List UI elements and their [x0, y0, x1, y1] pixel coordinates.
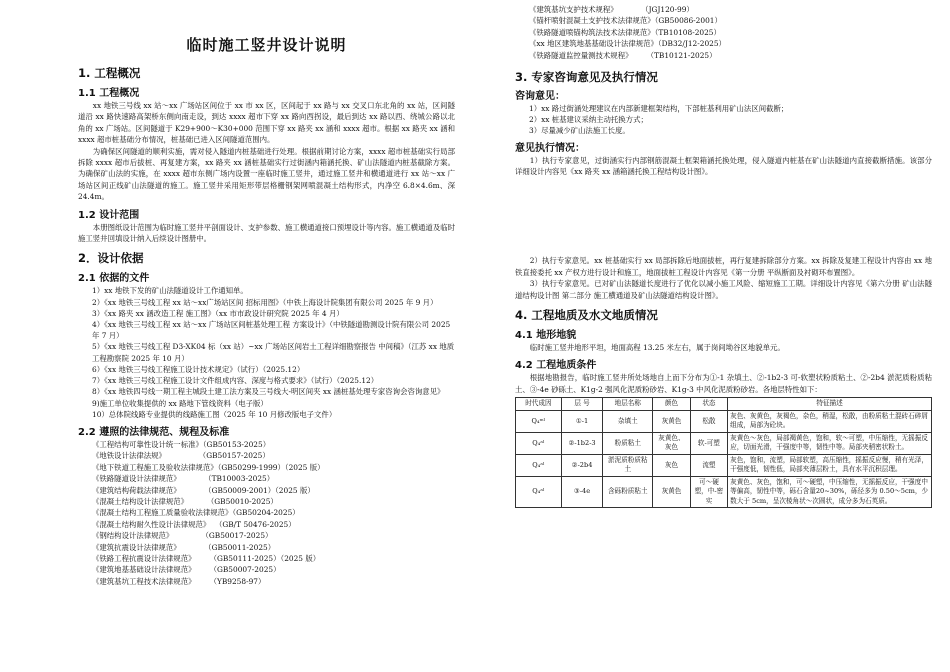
cell-color: 灰黄色: [653, 476, 690, 508]
list-item: 4）《xx 地铁三号线工程 xx 站～xx 广场站区间桩基处理工程 方案设计》（中铁隧道勘测设计院有限公司 2025 年 7 月）: [92, 320, 451, 341]
column-header: 颜色: [653, 398, 690, 411]
column-header: 状态: [690, 398, 727, 411]
list-item: 2）xx 桩基建议采纳主动托换方式；: [529, 115, 648, 125]
stratum-table: [515, 397, 932, 508]
cell-state: 流塑: [690, 454, 727, 476]
cell-name: 淤泥质粉质粘土: [603, 454, 653, 476]
cell-name: 杂填土: [603, 410, 653, 432]
list-item: 10）总体院线路专业提供的线路施工图（2025 年 10 月修改版电子文件）: [92, 409, 337, 419]
execution-paragraph-2: 2）执行专家意见。xx 桩基础实行 xx 局部拆除后地面拔桩，再行复建拆除部分方案。xx 拆除及复建工程设计内容由 xx 地铁直接委托 xx 产权方进行设计和施工，地面拔桩工程设计内容见《第一分册 平纵断面及衬砌环布置图》。: [515, 256, 932, 277]
cell-state: 软-可塑: [690, 432, 727, 454]
cell-state: 可～硬塑，中-密实: [690, 476, 727, 508]
list-item: 《铁路隧道喷锚构筑法技术法律规范》（TB10108-2025）: [529, 27, 721, 37]
column-header: 层 号: [561, 398, 603, 411]
section-1-1-paragraph-1: xx 地铁三号线 xx 站～xx 广场站区间位于 xx 市 xx 区，区间起于 xx 路与 xx 交叉口东北角的 xx 站，区间隧道沿 xx 路快速路高架桥东侧向南走设，到达 xxxx 超市下穿 xx 路向西拐设，最后到达 xx 路以西、绕城公路以北角的 xx 广场站。区间隧道于 K29+900～K30+000 范围下穿 xx 路夹 xx 涵和 xxxx 超市。根据 xx 路夹 xx 涵和 xxxx 超市桩基础分布情况，桩基础已进入区间隧道范围内。: [78, 101, 455, 145]
section-2-heading: 2．设计依据: [78, 251, 144, 266]
list-item: 7）《xx 地铁三号线工程施工设计文件组成内容、深度与格式要求》（试行）（2025.12）: [92, 376, 379, 386]
cell-age: Q₄ᵃˡ: [516, 454, 562, 476]
list-item: 《建筑地基基础设计法律规范》 （GB50007-2025）: [92, 565, 281, 575]
execution-heading: 意见执行情况：: [515, 142, 585, 154]
cell-layer: ③-4e: [561, 476, 603, 508]
section-1-heading: 1. 工程概况: [78, 66, 141, 80]
cell-desc: 灰黄色、灰色，饱和，可～硬塑，中压缩性，无摇振反应，干强度中等偏高，韧性中等，砾石含量20~30%，砾径多为 0.50～5cm，少数大于 5cm，呈次棱角状～次圆状，成分多为石英质。: [728, 476, 932, 508]
section-1-2-paragraph: 本册图纸设计范围为临时施工竖井平剖面设计、支护参数、施工横通道接口预埋设计等内容。施工横通道及临时施工竖井回填设计纳入后续设计图册中。: [78, 222, 455, 244]
table-row: [516, 454, 932, 476]
table-row: [516, 476, 932, 508]
list-item: 《混凝土结构设计法律规范》 （GB50010-2025）: [92, 496, 278, 506]
section-2-1-heading: 2.1 依据的文件: [78, 273, 150, 285]
list-item: 《铁路隧道监控量测技术规程》 （TB10121-2025）: [529, 50, 717, 60]
right-page: [475, 0, 950, 672]
list-item: 《建筑抗震设计法律规范》 （GB50011-2025）: [92, 542, 276, 552]
list-item: 《建筑基坑支护技术规程》 （JGJ120-99）: [529, 5, 694, 14]
list-item: 3）《xx 路夹 xx 涵改造工程 施工图》（xx 市市政设计研究院 2025 年 4 月）: [92, 308, 344, 318]
list-item: 《工程结构可靠性设计统一标准》（GB50153-2025）: [92, 439, 271, 449]
list-item: 8）《xx 地铁四号线一期工程主城段土建工法方案及三号线大-明区间夹 xx 涵桩基处理专家咨询会咨询意见》: [92, 387, 445, 397]
list-item: 《钢结构设计法律规范》 （GB50017-2025）: [92, 531, 273, 541]
cell-desc: 灰色，饱和，流塑，局部软塑，高压缩性，摇振反应慢，稍有光泽，干强度低，韧性低，局部夹薄层粉土，具有水平沉积层理。: [728, 454, 932, 476]
cell-age: Q₄ᵃˡ: [516, 432, 562, 454]
execution-paragraph-1: 1）执行专家意见，过街涵实行内部钢筋混凝土框架箱涵托换处理，侵入隧道内桩基在矿山法隧道内直接截断措施。该部分详细设计内容见《xx 路夹 xx 涵箱涵托换工程结构设计图》。: [515, 155, 932, 177]
column-header: 特征描述: [728, 398, 932, 411]
expert-opinion-heading: 咨询意见：: [515, 91, 565, 103]
cell-color: 灰黄色: [653, 410, 690, 432]
standards-list: [78, 439, 455, 587]
cell-name: 含砾粉质粘土: [603, 476, 653, 508]
basis-document-list: [78, 285, 455, 419]
section-4-2-heading: 4.2 工程地质条件: [515, 360, 597, 372]
section-4-heading: 4. 工程地质及水文地质情况: [515, 308, 658, 323]
cell-desc: 灰黄色～灰色，局部褐黄色，饱和，软～可塑，中压缩性，无摇振反应，切面光滑，干强度中等，韧性中等。局部夹稍密状粉土。: [728, 432, 932, 454]
execution-paragraph-3: 3）执行专家意见。已对矿山法隧道长度进行了优化以减小施工风险、缩短施工工期。详细设计内容见《第六分册 矿山法隧道结构设计图 第二部分 施工横通道及矿山法隧道结构设计图》。: [515, 279, 932, 300]
section-4-1-heading: 4.1 地形地貌: [515, 330, 577, 342]
cell-color: 灰色: [653, 454, 690, 476]
table-row: [516, 432, 932, 454]
list-item: 1）xx 地铁下发的矿山法隧道设计工作通知单。: [92, 286, 248, 296]
list-item: 1）xx 路过街涵处理建议在内部新建框架结构，下部桩基利用矿山法区间截断；: [529, 104, 789, 114]
list-item: 《锚杆喷射混凝土支护技术法律规范》（GB50086-2001）: [529, 16, 722, 26]
table-row: [516, 410, 932, 432]
standards-list-continued: [515, 4, 932, 61]
document-title: 临时施工竖井设计说明: [186, 36, 347, 54]
list-item: 《铁路隧道设计法律规范》 （TB10003-2025）: [92, 474, 275, 484]
list-item: 9)施工单位收集提供的 xx 路地下管线资料（电子版）: [92, 398, 268, 408]
table-header-row: [516, 398, 932, 411]
cell-age: Q₄ᵃˡ: [516, 476, 562, 508]
column-header: 时代成因: [516, 398, 562, 411]
column-header: 地层名称: [603, 398, 653, 411]
cell-layer: ②-1b2-3: [561, 432, 603, 454]
list-item: 《地下铁道工程施工及验收法律规范》（GB50299-1999）（2025 版）: [92, 462, 325, 472]
list-item: 《混凝土结构工程施工质量验收法律规范》（GB50204-2025）: [92, 508, 300, 518]
list-item: 《铁路工程抗震设计法律规范》 （GB50111-2025）（2025 版）: [92, 553, 321, 563]
list-item: 《混凝土结构耐久性设计法律规范》 （GB/T 50476-2025）: [92, 519, 296, 529]
section-2-2-heading: 2.2 遵照的法律规范、规程及标准: [78, 426, 230, 438]
section-4-2-paragraph: 根据地勘报告，临时施工竖井所处场地自上而下分布为①-1 杂填土、②-1b2-3 可-软塑状粉质粘土、②-2b4 淤泥质粉质粘土、③-4e 砂砾土、K1g-2 强风化泥质粉砂岩、K1g-3 中风化泥质粉砂岩。各地层特性如下：: [515, 373, 932, 394]
cell-layer: ②-2b4: [561, 454, 603, 476]
cell-layer: ①-1: [561, 410, 603, 432]
list-item: 《建筑基坑工程技术法律规范》 （YB9258-97）: [92, 576, 266, 586]
list-item: 《地铁设计法律法规》 （GB50157-2025）: [92, 451, 270, 461]
cell-color: 灰黄色、灰色: [653, 432, 690, 454]
list-item: 3）尽量减少矿山法施工长度。: [529, 126, 630, 136]
cell-state: 松散: [690, 410, 727, 432]
list-item: 《建筑结构荷载法律规范》 （GB50009-2001）（2025 版）: [92, 485, 315, 495]
list-item: 2）《xx 地铁三号线工程 xx 站～xx广场站区间 招标用图》（中铁上海设计院集团有限公司 2025 年 9 月）: [92, 297, 438, 307]
list-item: 6）《xx 地铁三号线工程施工设计技术规定》（试行）（2025.12）: [92, 364, 305, 374]
section-1-1-paragraph-2: 为确保区间隧道的顺利实施，需对侵入隧道内桩基础进行处理。根据前期讨论方案，xxxx 超市桩基础实行局部拆除 xxxx 超市后拔桩、再复建方案，xx 路夹 xx 涵桩基础实行过街涵内箱涵托换、矿山法隧道内桩基截除方案。为确保矿山法的实施，在 xxxx 超市东侧广场内设置一座临时施工竖井，通过施工竖井和横通道进行 xx 站～xx 广场站区间正线矿山法隧道的施工。施工竖井采用矩形带层格栅钢架网喷混凝土结构形式，内净空 6.8×4.6m、深 24.4m。: [78, 146, 455, 202]
blank-space: [515, 177, 932, 255]
list-item: 5）《xx 地铁三号线工程 D3-XK04 标（xx 站）~xx 广场站区间岩土工程详细勘察报告 中间稿》（江苏 xx 地质工程勘察院 2025 年 10 月）: [92, 342, 455, 363]
cell-age: Q₄ᵐˡ: [516, 410, 562, 432]
section-1-2-heading: 1.2 设计范围: [78, 209, 140, 221]
section-4-1-paragraph: 临时施工竖井地形平坦，地面高程 13.25 米左右，属于岗间坳谷区地貌单元。: [529, 343, 785, 353]
cell-desc: 灰色、灰黄色，灰褐色，杂色，稍湿，松散，由粉质粘土混砖石碎屑组成，局部为砼块。: [728, 410, 932, 432]
section-1-1-heading: 1.1 工程概况: [78, 88, 140, 99]
cell-name: 粉质粘土: [603, 432, 653, 454]
list-item: 《xx 地区建筑地基基础设计法律规范》（DB32/J12-2025）: [529, 39, 726, 49]
section-3-heading: 3. 专家咨询意见及执行情况: [515, 70, 658, 85]
